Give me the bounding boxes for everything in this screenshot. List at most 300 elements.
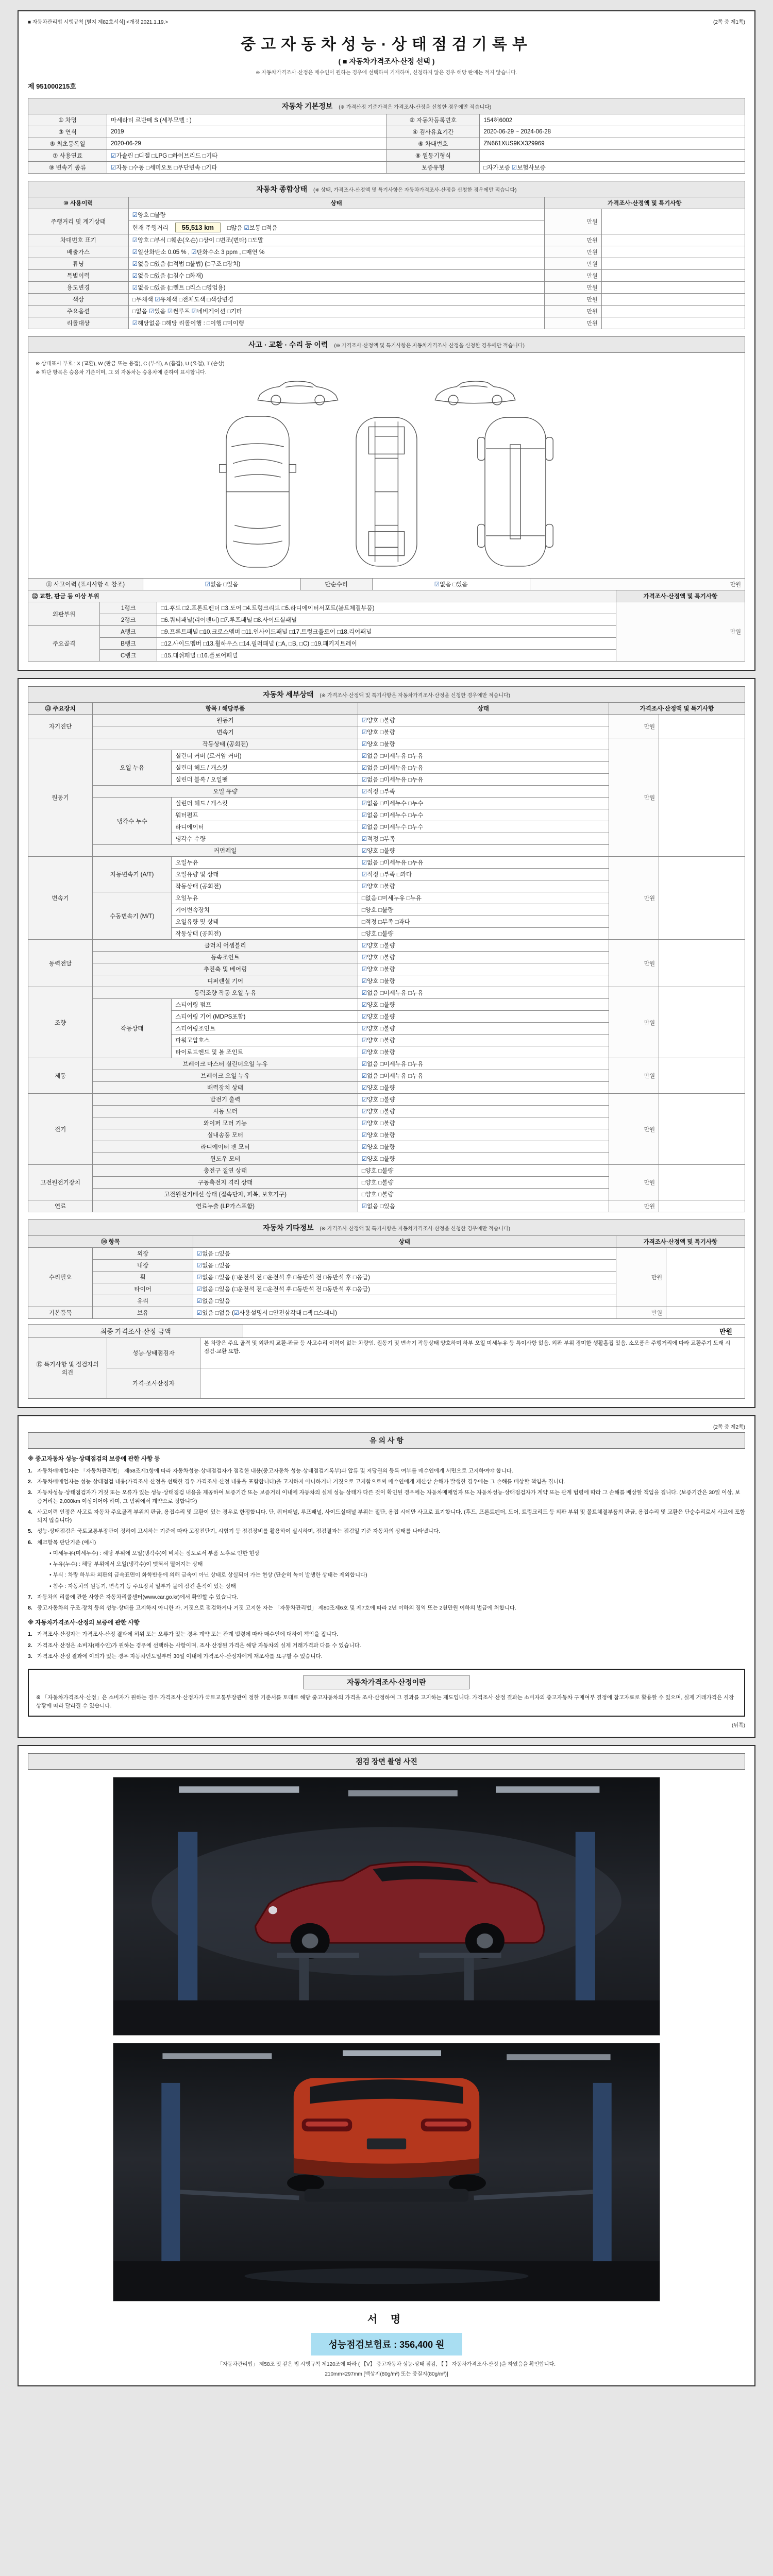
cell: 만원 xyxy=(544,209,601,234)
section-detail-header xyxy=(28,686,745,703)
notice-item xyxy=(40,1560,745,1568)
cell: ⑮ 특기사항 및 점검자의 의견 xyxy=(28,1338,107,1399)
cell: ① 차명 xyxy=(28,114,107,126)
document-number: 제 951000215호 xyxy=(28,82,76,90)
cell: 자동변속기 (A/T) xyxy=(93,857,172,892)
diagram-legend-2: ※ 하단 항목은 승용차 기준이며, 그 외 자동차는 승용차에 준하여 표시합니다. xyxy=(36,370,207,376)
cell: 배력장치 상태 xyxy=(93,1082,358,1094)
checkbox-cell[interactable]: ☑없음 □미세누수 □누수 xyxy=(358,821,609,833)
notice-text: 자동차성능·상태점검자가 거짓 또는 오류가 있는 성능·상태점검 내용을 제공하여 보증기간 또는 보증거리 이내에 자동차의 실제 성능·상태가 다른 것이 확인된 경우에는 자동차매매업자 또는 자동차성능·상태점검자가 계약 또는 관계 법령에 따라 그 손해를 배상할 책임을 집니다. (보증기간은 30일 이상, 보증거리는 2,000km 이상이어야 하며, 그 범위에서 계약으로 정합니다) xyxy=(37,1489,741,1504)
checkbox-cell[interactable]: ☑양호 □불량 xyxy=(358,952,609,963)
cell: 연료 xyxy=(28,1200,93,1212)
cell: 본 차량은 주요 골격 및 외판의 교환·판금 등 사고수리 이력이 없는 차량임. 원동기 및 변속기 작동상태 양호하며 하부 오일 미세누유 등 특이사항 없음. 외판 부위 경미한 생활흠집 있음. 소모품은 주행거리에 따라 교환주기 도래 시 점검·교환 요함. xyxy=(200,1338,745,1368)
pricing-box-title: 자동차가격조사·산정이란 xyxy=(304,1675,469,1689)
checkbox-cell[interactable]: ☑없음 □미세누유 □누유 xyxy=(358,1058,609,1070)
cell: 만원 xyxy=(609,1165,659,1200)
cell xyxy=(659,987,745,1058)
cell: 기본품목 xyxy=(28,1307,93,1319)
cell: 발전기 출력 xyxy=(93,1094,358,1106)
checkbox-cell[interactable]: ☑양호 □부식 □훼손(오손) □상이 □변조(변타) □도말 xyxy=(128,234,544,246)
cell: 전기 xyxy=(28,1094,93,1165)
notices-list xyxy=(28,1467,745,1613)
notice-number xyxy=(40,1571,49,1579)
checkbox-cell[interactable]: ☑없음 □있음 (□침수 □화재) xyxy=(128,270,544,282)
cell: 가격조사·산정액 및 특기사항 xyxy=(616,1236,745,1248)
cell xyxy=(666,1248,745,1307)
checkbox-cell[interactable]: □양호 □불량 xyxy=(358,928,609,940)
cell xyxy=(601,234,745,246)
checkbox-cell[interactable]: ☑양호 □불량 xyxy=(358,1035,609,1046)
notice-item xyxy=(28,1527,745,1535)
cell: 시동 모터 xyxy=(93,1106,358,1117)
checkbox-cell[interactable]: ☑양호 □불량 xyxy=(358,1153,609,1165)
section-accident-header xyxy=(28,336,745,353)
checkbox-cell[interactable]: ☑없음 □미세누유 □누유 xyxy=(358,774,609,786)
notices-subtitle: ※ 중고자동차 성능·상태점검의 보증에 관한 사항 등 xyxy=(28,1456,160,1462)
form-reference: ■ 자동차관리법 시행규칙 [별지 제82호서식] <개정 2021.1.19.> xyxy=(28,20,169,25)
legal-confirmation-line: 「자동차관리법」 제58조 및 같은 법 시행규칙 제120조에 따라 ( 【V】 중고자동차 성능·상태 점검, 【 】 자동차가격조사·산정 )을 하였음을 확인합니다. xyxy=(217,2361,556,2367)
cell: 특별이력 xyxy=(28,270,129,282)
notice-text: 성능·상태점검은 국토교통부장관이 정하여 고시하는 기준에 따라 고장진단기, 시험기 등 점검장비를 활용하여 실시하며, 점검결과는 점검일 기준 자동차의 상태를 나타냅니다. xyxy=(37,1528,440,1535)
cell: 만원 xyxy=(544,234,601,246)
cell: 용도변경 xyxy=(28,282,129,294)
cell: 작동상태 (공회전) xyxy=(93,738,358,750)
cell: 오일누유 xyxy=(172,857,358,869)
notice-number: 3. xyxy=(28,1653,32,1659)
checkbox-cell[interactable]: ☑가솔린 □디젤 □LPG □하이브리드 □기타 xyxy=(107,150,386,162)
cell: 만원 xyxy=(544,270,601,282)
cell: 추진축 및 베어링 xyxy=(93,963,358,975)
checkbox-cell[interactable]: ☑없음 □있음 xyxy=(143,579,300,590)
cell xyxy=(659,738,745,857)
cell: 실린더 커버 (로커암 커버) xyxy=(172,750,358,762)
cell: 고전원전기장치 xyxy=(28,1165,93,1200)
cell: 동력전달 xyxy=(28,940,93,987)
checkbox-cell[interactable]: ☑없음 □있음 (□운전석 전 □운전석 후 □동반석 전 □동반석 후 □응급) xyxy=(193,1283,616,1295)
checkbox-cell[interactable]: ☑양호 □불량 xyxy=(358,1094,609,1106)
notice-text: 자동차매매업자는 「자동차관리법」 제58조제1항에 따라 자동차성능·상태점검자가 점검한 내용(중고자동차 성능·상태점검기록부)과 압류 및 저당권의 등록 여부를 매수인에게 서면으로 고지하여야 합니다. xyxy=(37,1467,513,1474)
notice-text: 체크항목 판단기준 (예시) xyxy=(37,1539,96,1546)
notice-item xyxy=(40,1582,745,1590)
checkbox-cell[interactable]: ☑양호 □불량 xyxy=(358,975,609,987)
cell: 만원 xyxy=(616,1248,666,1307)
car-side-view-left-icon xyxy=(253,379,345,410)
cell: 실린더 헤드 / 개스킷 xyxy=(172,798,358,809)
cell: 디퍼렌셜 기어 xyxy=(93,975,358,987)
page-subtitle: ( ■ 자동차가격조사·산정 선택 ) xyxy=(338,57,435,65)
checkbox-cell[interactable]: □양호 □불량 xyxy=(358,904,609,916)
cell: 만원 xyxy=(609,857,659,940)
cell: 동력조향 작동 오일 누유 xyxy=(93,987,358,999)
cell: 유리 xyxy=(93,1295,193,1307)
notices-body xyxy=(28,1455,745,1660)
cell: 배출가스 xyxy=(28,246,129,258)
car-exterior-top-view-icon xyxy=(211,413,304,573)
cell: 윈도우 모터 xyxy=(93,1153,358,1165)
cell: 파워고압호스 xyxy=(172,1035,358,1046)
checkbox-cell[interactable]: □양호 □불량 xyxy=(358,1177,609,1189)
checkbox-cell[interactable]: ☑없음 □미세누유 □누유 xyxy=(358,762,609,774)
cell: 외장 xyxy=(93,1248,193,1260)
checkbox-cell[interactable]: ☑양호 □불량 xyxy=(358,715,609,726)
cell: 154허6002 xyxy=(480,114,745,126)
inspector-opinion-table xyxy=(28,1337,745,1399)
car-top-views xyxy=(36,413,737,573)
cell: 보증유형 xyxy=(386,162,480,174)
cell: ⑫ 교환, 판금 등 이상 부위 xyxy=(28,590,616,602)
cell: 원동기 xyxy=(28,738,93,857)
cell: 상태 xyxy=(193,1236,616,1248)
photos-title: 점검 장면 촬영 사진 xyxy=(356,1757,417,1766)
notice-number: 7. xyxy=(28,1594,32,1600)
cell: 만원 xyxy=(530,579,745,590)
cell: 만원 xyxy=(609,1094,659,1165)
checkbox-cell[interactable]: □없음 ☑있음 ☑썬루프 ☑네비게이션 □기타 xyxy=(128,306,544,317)
notice-number: 5. xyxy=(28,1528,32,1535)
cell xyxy=(601,282,745,294)
checkbox-cell[interactable]: ☑없음 □있음 xyxy=(372,579,530,590)
page-title: 중고자동차성능·상태점검기록부 xyxy=(241,36,532,53)
cell: 가격·조사산정자 xyxy=(107,1368,200,1399)
checkbox-cell[interactable]: ☑없음 □미세누유 □누유 xyxy=(358,750,609,762)
cell: 고전원전기배선 상태 (접속단자, 피복, 보호기구) xyxy=(93,1189,358,1200)
cell xyxy=(601,270,745,282)
card-photos xyxy=(18,1745,755,2386)
checkbox-cell[interactable]: ☑양호 □불량 xyxy=(358,738,609,750)
checkbox-cell[interactable]: □양호 □불량 xyxy=(358,1165,609,1177)
cell: 만원 xyxy=(609,1200,659,1212)
car-frame-top-view-icon xyxy=(340,413,433,573)
checkbox-cell[interactable]: □9.프론트패널 □10.크로스멤버 □11.인사이드패널 □17.트렁크플로어 □18.리어패널 xyxy=(157,626,616,638)
cell: 실내송풍 모터 xyxy=(93,1129,358,1141)
notice-item xyxy=(40,1571,745,1579)
notice-text: • 미세누유(미세누수) : 해당 부위에 오일(냉각수)이 비치는 정도로서 부품 노후로 인한 현상 xyxy=(49,1550,260,1556)
cell xyxy=(659,1165,745,1200)
etc-info-table xyxy=(28,1235,745,1319)
cell: 외판부위 xyxy=(28,602,100,626)
checkbox-cell[interactable]: ☑양호 □불량 xyxy=(358,940,609,952)
checkbox-cell[interactable]: ☑양호 □불량 xyxy=(358,880,609,892)
cell xyxy=(659,1200,745,1212)
card-detail xyxy=(18,678,755,1408)
checkbox-cell[interactable]: ☑양호 □불량 xyxy=(128,209,544,221)
card-notices xyxy=(18,1415,755,1738)
cell: 실린더 헤드 / 개스킷 xyxy=(172,762,358,774)
cell: 성능·상태점검자 xyxy=(107,1338,200,1368)
notice-text: 중고자동차의 구조·장치 등의 성능·상태를 고지하지 아니한 자, 거짓으로 점검하거나 거짓 고지한 자는 「자동차관리법」 제80조제6호 및 제7호에 따라 2년 이하의 징역 또는 2천만원 이하의 벌금에 처합니다. xyxy=(37,1605,517,1612)
notice-item xyxy=(28,1467,745,1475)
checkbox-cell[interactable]: ☑자동 □수동 □세미오토 □무단변속 □기타 xyxy=(107,162,386,174)
cell: 만원 xyxy=(609,738,659,857)
cell: 최종 가격조사·산정 금액 xyxy=(28,1325,243,1338)
cell: 상태 xyxy=(128,197,544,209)
checkbox-cell[interactable]: ☑없음 □있음 xyxy=(193,1260,616,1272)
checkbox-cell[interactable]: □자가보증 ☑보험사보증 xyxy=(480,162,745,174)
cell xyxy=(659,940,745,987)
cell: 워터펌프 xyxy=(172,809,358,821)
cell: ⑩ 사용이력 xyxy=(28,197,129,209)
checkbox-cell[interactable]: ☑양호 □불량 xyxy=(358,999,609,1011)
notice-item xyxy=(28,1604,745,1612)
cell: 구동축전지 격리 상태 xyxy=(93,1177,358,1189)
notice-item xyxy=(28,1641,745,1650)
cell: 작동상태 (공회전) xyxy=(172,880,358,892)
checkbox-cell[interactable]: ☑적정 □부족 xyxy=(358,786,609,798)
cell: ⑪ 사고이력 (표시사항 4. 참조) xyxy=(28,579,143,590)
form-reference-row xyxy=(28,18,745,25)
checkbox-cell[interactable]: ☑양호 □불량 xyxy=(358,1023,609,1035)
cell: 보유 xyxy=(93,1307,193,1319)
cell xyxy=(666,1307,745,1319)
cell: 만원 xyxy=(609,1058,659,1094)
checkbox-cell[interactable]: ☑있음 □없음 (☑사용설명서 □안전삼각대 □잭 □스패너) xyxy=(193,1307,616,1319)
checkbox-cell[interactable]: ☑양호 □불량 xyxy=(358,1082,609,1094)
cell: 2020-06-29 xyxy=(107,138,386,150)
photos-header xyxy=(28,1753,745,1770)
card-main-form xyxy=(18,10,755,671)
checkbox-cell[interactable]: ☑양호 □불량 xyxy=(358,1141,609,1153)
notice-item xyxy=(40,1549,745,1557)
notices-header xyxy=(28,1432,745,1449)
notice-item xyxy=(28,1478,745,1486)
cell: 오일유량 및 상태 xyxy=(172,916,358,928)
cell: 기어변속장치 xyxy=(172,904,358,916)
detail-condition-table xyxy=(28,702,745,1212)
car-side-views xyxy=(36,379,737,410)
checkbox-cell[interactable]: ☑양호 □불량 xyxy=(358,963,609,975)
cell: 브레이크 마스터 실린더오일 누유 xyxy=(93,1058,358,1070)
signature-label: 서 명 xyxy=(367,2313,406,2325)
car-side-view-right-icon xyxy=(428,379,520,410)
notice-number: 8. xyxy=(28,1605,32,1612)
cell: ③ 연식 xyxy=(28,126,107,138)
checkbox-cell[interactable]: □12.사이드멤버 □13.휠하우스 □14.필러패널 (□A, □B, □C) □19.패키지트레이 xyxy=(157,638,616,650)
cell: 만원 xyxy=(544,246,601,258)
checkbox-cell[interactable]: □적정 □부족 □과다 xyxy=(358,916,609,928)
cell: 만원 xyxy=(609,987,659,1058)
cell: 등속조인트 xyxy=(93,952,358,963)
cell: 가격조사·산정액 및 특기사항 xyxy=(609,703,745,715)
car-underbody-view-icon xyxy=(469,413,562,573)
notice-text: 사고이력 인정은 사고로 자동차 주요골격 부위의 판금, 용접수리 및 교환이 있는 경우로 한정합니다. 단, 쿼터패널, 루프패널, 사이드실패널 부위는 절단, 용접 시에만 사고로 표기합니다. (후드, 프론트펜더, 도어, 트렁크리드 등 외판 부위 및 볼트체결부품의 판금, 용접수리 및 교환은 단순수리로서 사고에 포함되지 않습니다) xyxy=(37,1509,745,1524)
cell: 주행거리 및 계기상태 xyxy=(28,209,129,234)
cell: 항목 / 해당부품 xyxy=(93,703,358,715)
basic-info-table xyxy=(28,114,745,174)
cell: 오일 유량 xyxy=(93,786,358,798)
checkbox-cell[interactable]: ☑양호 □불량 xyxy=(358,1046,609,1058)
cell: 수동변속기 (M/T) xyxy=(93,892,172,940)
section-basic-note: (※ 가격산정 기준가격은 가격조사·산정을 신청한 경우에만 적습니다) xyxy=(339,105,492,110)
checkbox-cell[interactable]: □없음 □미세누유 □누유 xyxy=(358,892,609,904)
notice-text: • 누유(누수) : 해당 부위에서 오일(냉각수)이 맺혀서 떨어지는 상태 xyxy=(49,1561,203,1568)
cell: ZN661XUS9KX329969 xyxy=(480,138,745,150)
checkbox-cell[interactable]: ☑없음 □미세누유 □누유 xyxy=(358,857,609,869)
notice-number: 2. xyxy=(28,1479,32,1485)
cell: 오일누유 xyxy=(172,892,358,904)
cell xyxy=(601,209,745,234)
cell: 오일 누유 xyxy=(93,750,172,786)
cell: 만원 xyxy=(243,1325,745,1338)
pricing-definition-box xyxy=(28,1669,745,1717)
cell xyxy=(659,1094,745,1165)
cell: 만원 xyxy=(544,306,601,317)
checkbox-cell[interactable]: ☑없음 □있음 xyxy=(358,1200,609,1212)
cell xyxy=(601,317,745,329)
cell xyxy=(480,150,745,162)
checkbox-cell[interactable]: □1.후드 □2.프론트펜더 □3.도어 □4.트렁크리드 □5.라디에이터서포트(볼트체결부품) xyxy=(157,602,616,614)
checkbox-cell[interactable]: □양호 □불량 xyxy=(358,1189,609,1200)
pricing-box-text: ※ 「자동차가격조사·산정」은 소비자가 원하는 경우 가격조사·산정자가 국토교통부장관이 정한 기준서를 토대로 해당 중고자동차의 가격을 조사·산정하여 그 결과를 고지하는 제도입니다. 가격조사·산정 결과는 소비자의 중고자동차 구매여부 결정에 참고자료로 활용할 수 있으며, 실제 거래가격은 시장 상황에 따라 달라질 수 있습니다. xyxy=(36,1694,734,1709)
notice-text: • 침수 : 자동차의 원동기, 변속기 등 주요장치 일부가 물에 잠긴 흔적이 있는 상태 xyxy=(49,1583,236,1589)
car-diagram-panel xyxy=(28,353,745,579)
checkbox-cell[interactable]: □무채색 ☑유채색 □전체도색 □색상변경 xyxy=(128,294,544,306)
cell: 변속기 xyxy=(28,857,93,940)
notice-number: 6. xyxy=(28,1539,32,1546)
checkbox-cell[interactable]: □15.대쉬패널 □16.플로어패널 xyxy=(157,650,616,662)
cell: 라디에이터 xyxy=(172,821,358,833)
cell: 만원 xyxy=(616,1307,666,1319)
back-page-label: (뒤쪽) xyxy=(732,1722,745,1728)
section-accident-title: 사고 · 교환 · 수리 등 이력 xyxy=(248,341,328,349)
checkbox-cell[interactable]: ☑없음 □미세누유 □누유 xyxy=(358,1070,609,1082)
cell: ② 자동차등록번호 xyxy=(386,114,480,126)
cell: 타이로드엔드 및 볼 조인트 xyxy=(172,1046,358,1058)
cell: 와이퍼 모터 기능 xyxy=(93,1117,358,1129)
cell: 2랭크 xyxy=(100,614,157,626)
paper-spec-line: 210mm×297mm [백상지(80g/m²) 또는 중질지(80g/m²)] xyxy=(325,2371,448,2377)
cell: ⑥ 차대번호 xyxy=(386,138,480,150)
notice-number: 2. xyxy=(28,1642,32,1649)
cell: 자기진단 xyxy=(28,715,93,738)
cell: C랭크 xyxy=(100,650,157,662)
cell: 만원 xyxy=(544,282,601,294)
cell: 만원 xyxy=(544,317,601,329)
notice-text: 가격조사·산정자는 가격조사·산정 결과에 허위 또는 오류가 있는 경우 계약 또는 관계 법령에 따라 매수인에 대하여 책임을 집니다. xyxy=(37,1631,339,1638)
checkbox-cell[interactable]: ☑양호 □불량 xyxy=(358,1117,609,1129)
checkbox-cell[interactable]: ☑양호 □불량 xyxy=(358,1106,609,1117)
cell: 주요골격 xyxy=(28,626,100,662)
price-notices-list xyxy=(28,1630,745,1660)
checkbox-cell[interactable]: ☑없음 □있음 (□운전석 전 □운전석 후 □동반석 전 □동반석 후 □응급) xyxy=(193,1272,616,1283)
cell xyxy=(601,306,745,317)
notice-text: 가격조사·산정 결과에 이의가 있는 경우 자동차인도일부터 30일 이내에 가격조사·산정자에게 재조사를 요구할 수 있습니다. xyxy=(37,1653,323,1659)
cell: 냉각수 누수 xyxy=(93,798,172,845)
checkbox-cell[interactable]: ☑해당없음 □해당 리콜이행 : □이행 □미이행 xyxy=(128,317,544,329)
notices-page-row xyxy=(28,1422,745,1430)
cell: 색상 xyxy=(28,294,129,306)
checkbox-cell[interactable]: ☑없음 □미세누수 □누수 xyxy=(358,809,609,821)
diagram-legend-1: ※ 상태표시 부호 : X (교환), W (판금 또는 용접), C (부식), A (흠집), U (요철), T (손상) xyxy=(36,361,225,367)
notice-item xyxy=(28,1593,745,1601)
cell: ⑨ 변속기 종류 xyxy=(28,162,107,174)
section-basic-title: 자동차 기본정보 xyxy=(281,102,333,110)
cell: ⑭ 항목 xyxy=(28,1236,193,1248)
checkbox-cell[interactable]: ☑없음 □미세누유 □누유 xyxy=(358,987,609,999)
cell: 차대번호 표기 xyxy=(28,234,129,246)
cell: 충전구 절연 상태 xyxy=(93,1165,358,1177)
notice-number: 4. xyxy=(28,1509,32,1515)
cell: A랭크 xyxy=(100,626,157,638)
cell: ⑬ 주요장치 xyxy=(28,703,93,715)
cell: 브레이크 오일 누유 xyxy=(93,1070,358,1082)
cell: 만원 xyxy=(616,602,745,662)
section-etc-header xyxy=(28,1219,745,1236)
cell: 주요옵션 xyxy=(28,306,129,317)
section-detail-title: 자동차 세부상태 xyxy=(262,690,314,699)
section-detail-note: (※ 가격조사·산정액 및 특기사항은 자동차가격조사·산정을 신청한 경우에만 적습니다) xyxy=(320,693,511,699)
cell: 내장 xyxy=(93,1260,193,1272)
checkbox-cell[interactable]: ☑없음 □있음 xyxy=(193,1295,616,1307)
checkbox-cell[interactable]: ☑없음 □미세누수 □누수 xyxy=(358,798,609,809)
checkbox-cell[interactable]: ☑일산화탄소 0.05 % , ☑탄화수소 3 ppm , □매연 % xyxy=(128,246,544,258)
notice-item xyxy=(28,1488,745,1505)
overall-condition-table xyxy=(28,197,745,329)
checkbox-cell[interactable]: □6.쿼터패널(리어펜더) □7.루프패널 □8.사이드실패널 xyxy=(157,614,616,626)
final-price-table xyxy=(28,1324,745,1338)
notice-number: 1. xyxy=(28,1631,32,1638)
checkbox-cell[interactable]: ☑양호 □불량 xyxy=(358,726,609,738)
title-note: ※ 자동차가격조사·산정은 매수인이 원하는 경우에 선택하여 기재하며, 신청하지 않은 경우 해당 란에는 적지 않습니다. xyxy=(256,70,517,76)
odometer-cell[interactable]: 현재 주행거리 55,513 km □많음 ☑보통 □적음 xyxy=(128,221,544,234)
cell: 오일유량 및 상태 xyxy=(172,869,358,880)
cell xyxy=(659,715,745,738)
cell: 클러치 어셈블리 xyxy=(93,940,358,952)
cell: 1랭크 xyxy=(100,602,157,614)
cell: 작동상태 xyxy=(93,999,172,1058)
notice-text: 가격조사·산정은 소비자(매수인)가 원하는 경우에 선택하는 사항이며, 조사·산정된 가격은 해당 자동차의 실제 거래가격과 다를 수 있습니다. xyxy=(37,1642,361,1649)
notice-number xyxy=(40,1582,49,1590)
price-notices-subtitle: ※ 자동차가격조사·산정의 보증에 관한 사항 xyxy=(28,1619,140,1626)
cell: 가격조사·산정액 및 특기사항 xyxy=(544,197,745,209)
cell: 타이어 xyxy=(93,1283,193,1295)
checkbox-cell[interactable]: ☑양호 □불량 xyxy=(358,1129,609,1141)
cell xyxy=(601,246,745,258)
inspection-photo-lift-front xyxy=(113,1777,660,2036)
checkbox-cell[interactable]: ☑없음 □있음 (□적법 □불법) (□구조 □장치) xyxy=(128,258,544,270)
accident-history-table xyxy=(28,578,745,590)
cell: 수리필요 xyxy=(28,1248,93,1307)
notice-text: 자동차의 리콜에 관한 사항은 자동차리콜센터(www.car.go.kr)에서 확인할 수 있습니다. xyxy=(37,1594,238,1600)
checkbox-cell[interactable]: ☑없음 □있음 xyxy=(193,1248,616,1260)
notice-number xyxy=(40,1549,49,1557)
cell: 만원 xyxy=(609,940,659,987)
cell: 마세라티 르반떼 S (세부모델 : ) xyxy=(107,114,386,126)
cell xyxy=(200,1368,745,1399)
page-number-note: (2쪽 중 제1쪽) xyxy=(713,20,745,25)
cell: ⑧ 원동기형식 xyxy=(386,150,480,162)
notice-item xyxy=(28,1630,745,1638)
notice-item xyxy=(28,1508,745,1525)
notice-text: • 부식 : 차량 하부와 외판의 금속표면이 화학반응에 의해 금속이 아닌 상태로 상실되어 가는 현상 (단순히 녹이 발생한 상태는 제외합니다) xyxy=(49,1572,367,1579)
checkbox-cell[interactable]: ☑적정 □부족 xyxy=(358,833,609,845)
checkbox-cell[interactable]: ☑양호 □불량 xyxy=(358,845,609,857)
notice-text: 자동차매매업자는 성능·상태점검 내용(가격조사·산정을 선택한 경우 가격조사·산정 내용을 포함합니다)을 고지하지 아니하거나 거짓으로 고지함으로써 매수인에게 재산상 손해가 발생한 경우에는 그 손해를 배상할 책임을 집니다. xyxy=(37,1479,565,1485)
notice-number xyxy=(40,1560,49,1568)
cell: 단순수리 xyxy=(300,579,372,590)
section-overall-header xyxy=(28,181,745,197)
checkbox-cell[interactable]: ☑양호 □불량 xyxy=(358,1011,609,1023)
cell: 휠 xyxy=(93,1272,193,1283)
notices-title: 유 의 사 항 xyxy=(369,1436,404,1445)
notice-number: 3. xyxy=(28,1489,32,1496)
checkbox-cell[interactable]: ☑없음 □있음 (□렌트 □리스 □영업용) xyxy=(128,282,544,294)
cell: 2020-06-29 ~ 2024-06-28 xyxy=(480,126,745,138)
cell: 튜닝 xyxy=(28,258,129,270)
section-etc-title: 자동차 기타정보 xyxy=(262,1224,314,1232)
checkbox-cell[interactable]: ☑적정 □부족 □과다 xyxy=(358,869,609,880)
section-overall-title: 자동차 종합상태 xyxy=(256,185,308,193)
section-etc-note: (※ 가격조사·산정액 및 특기사항은 자동차가격조사·산정을 신청한 경우에만 적습니다) xyxy=(320,1226,511,1232)
